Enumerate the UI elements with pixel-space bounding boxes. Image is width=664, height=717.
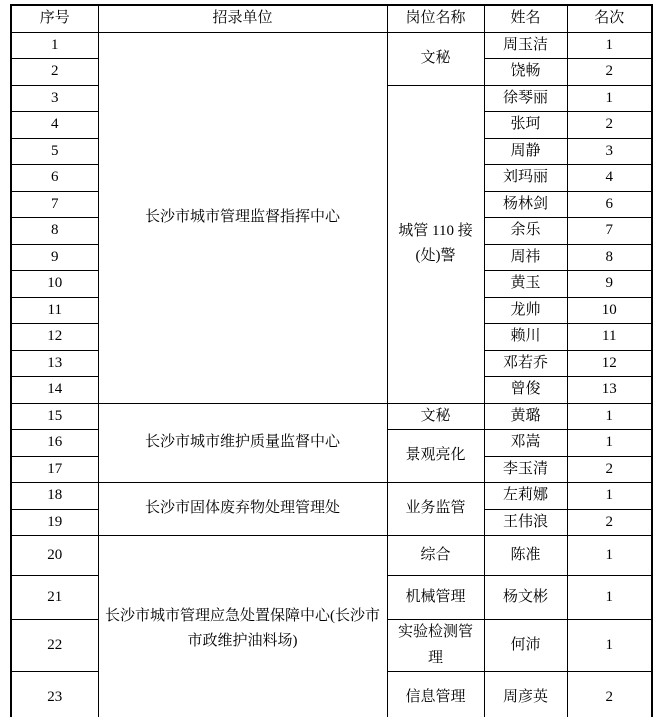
- rank-cell: 2: [567, 112, 652, 139]
- rank-cell: 7: [567, 218, 652, 245]
- col-header-rank: 名次: [567, 5, 652, 32]
- row-number-cell: 16: [11, 430, 98, 457]
- name-cell: 黄玉: [484, 271, 567, 298]
- row-number-cell: 5: [11, 138, 98, 165]
- row-number-cell: 23: [11, 672, 98, 717]
- rank-cell: 1: [567, 430, 652, 457]
- name-cell: 龙帅: [484, 297, 567, 324]
- position-cell: 信息管理: [387, 672, 484, 717]
- rank-cell: 6: [567, 191, 652, 218]
- row-number-cell: 22: [11, 620, 98, 672]
- row-number-cell: 14: [11, 377, 98, 404]
- name-cell: 王伟浪: [484, 509, 567, 536]
- name-cell: 周彦英: [484, 672, 567, 717]
- name-cell: 赖川: [484, 324, 567, 351]
- name-cell: 左莉娜: [484, 483, 567, 510]
- row-number-cell: 7: [11, 191, 98, 218]
- rank-cell: 1: [567, 32, 652, 59]
- unit-cell: 长沙市城市管理监督指挥中心: [98, 32, 387, 403]
- position-cell: 业务监管: [387, 483, 484, 536]
- row-number-cell: 2: [11, 59, 98, 86]
- unit-cell: 长沙市固体废弃物处理管理处: [98, 483, 387, 536]
- name-cell: 周玉洁: [484, 32, 567, 59]
- rank-cell: 8: [567, 244, 652, 271]
- row-number-cell: 11: [11, 297, 98, 324]
- position-cell: 景观亮化: [387, 430, 484, 483]
- col-header-number: 序号: [11, 5, 98, 32]
- name-cell: 杨林剑: [484, 191, 567, 218]
- row-number-cell: 8: [11, 218, 98, 245]
- rank-cell: 12: [567, 350, 652, 377]
- row-number-cell: 15: [11, 403, 98, 430]
- name-cell: 邓嵩: [484, 430, 567, 457]
- position-cell: 实验检测管理: [387, 620, 484, 672]
- rank-cell: 13: [567, 377, 652, 404]
- position-cell: 文秘: [387, 32, 484, 85]
- rank-cell: 1: [567, 536, 652, 576]
- position-cell: 机械管理: [387, 576, 484, 620]
- table-row: [11, 403, 652, 430]
- position-cell: 文秘: [387, 403, 484, 430]
- rank-cell: 2: [567, 59, 652, 86]
- name-cell: 曾俊: [484, 377, 567, 404]
- name-cell: 周祎: [484, 244, 567, 271]
- unit-cell: 长沙市城市维护质量监督中心: [98, 403, 387, 483]
- name-cell: 邓若乔: [484, 350, 567, 377]
- row-number-cell: 6: [11, 165, 98, 192]
- table-row: [11, 483, 652, 510]
- rank-cell: 9: [567, 271, 652, 298]
- header-row: [11, 5, 652, 32]
- row-number-cell: 20: [11, 536, 98, 576]
- table-row: [11, 536, 652, 576]
- rank-cell: 2: [567, 509, 652, 536]
- row-number-cell: 4: [11, 112, 98, 139]
- row-number-cell: 9: [11, 244, 98, 271]
- table-body: [11, 32, 652, 717]
- rank-cell: 1: [567, 620, 652, 672]
- name-cell: 杨文彬: [484, 576, 567, 620]
- rank-cell: 10: [567, 297, 652, 324]
- rank-cell: 1: [567, 483, 652, 510]
- name-cell: 徐琴丽: [484, 85, 567, 112]
- name-cell: 黄璐: [484, 403, 567, 430]
- row-number-cell: 18: [11, 483, 98, 510]
- row-number-cell: 10: [11, 271, 98, 298]
- position-cell: 城管 110 接(处)警: [387, 85, 484, 403]
- name-cell: 饶畅: [484, 59, 567, 86]
- rank-cell: 4: [567, 165, 652, 192]
- name-cell: 李玉清: [484, 456, 567, 483]
- row-number-cell: 21: [11, 576, 98, 620]
- col-header-name: 姓名: [484, 5, 567, 32]
- row-number-cell: 12: [11, 324, 98, 351]
- name-cell: 何沛: [484, 620, 567, 672]
- row-number-cell: 13: [11, 350, 98, 377]
- name-cell: 余乐: [484, 218, 567, 245]
- rank-cell: 2: [567, 456, 652, 483]
- unit-cell: 长沙市城市管理应急处置保障中心(长沙市市政维护油料场): [98, 536, 387, 717]
- rank-cell: 1: [567, 403, 652, 430]
- rank-cell: 3: [567, 138, 652, 165]
- table-row: [11, 32, 652, 59]
- rank-cell: 1: [567, 85, 652, 112]
- rank-cell: 2: [567, 672, 652, 717]
- rank-cell: 1: [567, 576, 652, 620]
- position-cell: 综合: [387, 536, 484, 576]
- name-cell: 张珂: [484, 112, 567, 139]
- table-header: [11, 5, 652, 32]
- row-number-cell: 1: [11, 32, 98, 59]
- name-cell: 陈准: [484, 536, 567, 576]
- name-cell: 周静: [484, 138, 567, 165]
- row-number-cell: 19: [11, 509, 98, 536]
- col-header-position: 岗位名称: [387, 5, 484, 32]
- col-header-unit: 招录单位: [98, 5, 387, 32]
- row-number-cell: 3: [11, 85, 98, 112]
- rank-cell: 11: [567, 324, 652, 351]
- row-number-cell: 17: [11, 456, 98, 483]
- name-cell: 刘玛丽: [484, 165, 567, 192]
- recruitment-results-table: [10, 4, 653, 717]
